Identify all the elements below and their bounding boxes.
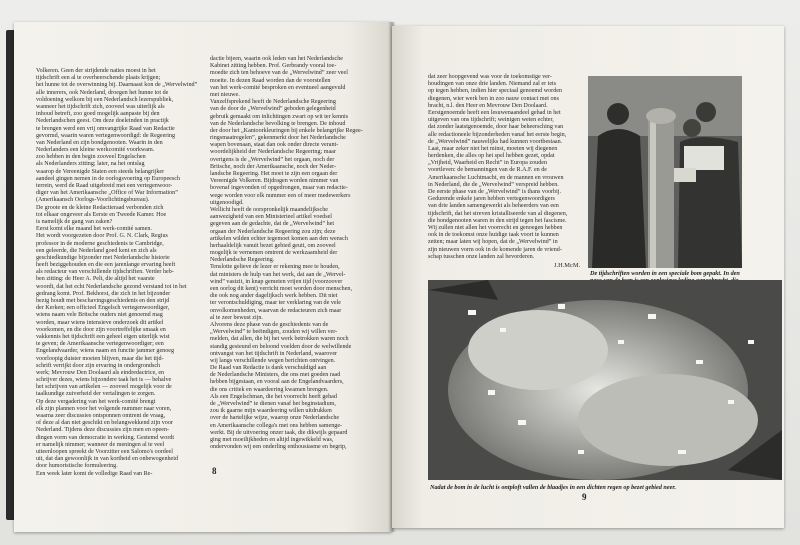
left-col1-line: Nederlandschen geest. Om deze doeleinden in practijk	[36, 118, 169, 125]
left-col1-line: Op deze vergadering van het werk-comité brengt	[36, 398, 156, 405]
photo-caption-top: De tijdschriften worden in een speciale bom gepakt. In den	[590, 270, 740, 277]
left-col2-line: mogelijk te vernemen omtrent de werkzaamheid der	[210, 250, 338, 257]
left-col2-line: Als een Engelschman, die het voorrecht heeft gehad	[210, 393, 337, 400]
left-col2-line: artikelen wilden echter tegemoet komen aan den wensch	[210, 235, 348, 242]
left-col2-line: wege worden voor elk nummer een of meer medewerkers	[210, 192, 351, 199]
left-col2-line: Britsche, noch der Amerikaansche, noch der Neder-	[210, 163, 337, 170]
left-col1-line: Nederlanders een kleine werkcomité voorkwam.	[36, 147, 155, 154]
right-col1-line: Eerstgenoemde heeft een lesuwenaandeel gehad in het	[428, 109, 561, 116]
left-page-number: 8	[212, 466, 217, 476]
right-col1-line: Amerikaansche Luchtmacht, en de mannen en vrouwen	[428, 174, 564, 181]
left-col2-line: herhaaldelijk vanuit bezet gebied geuit, om zooveel	[210, 242, 336, 249]
right-col1-line: zetten; maar laten wij hopen, dat de „Wervelwind” in	[428, 239, 558, 246]
right-col1-line: „Vrijheid, Waarheid en Recht” in Europa zouden	[428, 160, 547, 167]
left-col1-line: dingen vorm van democratie in werking. Gestemd wordt	[36, 434, 175, 441]
left-col2-line: Nederlandsche Regeering.	[210, 257, 275, 264]
left-col2-line: orgaan der Nederlandsche Regeering zou zijn; deze	[210, 228, 336, 235]
author-signature: J.H.McM.	[554, 262, 581, 269]
left-col2-line: Wellicht heeft de oorspronkelijk maandelijksche	[210, 206, 328, 213]
left-col1-line: schrift verrijkt door zijn ervaring in ondergrondsch	[36, 362, 161, 369]
left-col1-line: wanneer het tijdschrift zich, zooveel was uiterlijk als	[36, 103, 165, 110]
left-col1-line: als redacteur van verschillende tijdschriften. Verder heb-	[36, 269, 174, 276]
left-col1-line: voldoening welkom bij een Nederlandsch lezerspubliek,	[36, 96, 174, 103]
right-col1-line: uitgeven van ons tijdschrift; weinigen weten echter,	[428, 117, 554, 124]
right-col1-line: in Nederland, die de „Wervelwind” verspreid hebben.	[428, 181, 559, 188]
right-col1-line: op tegen hebben, indien hier speciaal genoemd worden	[428, 88, 563, 95]
left-col1-line: heeft beziggehouden en die een jarenlange ervaring heeft	[36, 262, 176, 269]
left-col1-line: Eerst komt elke maand het werk-comité samen.	[36, 226, 152, 233]
left-col2-line: van de Nederlandsche bevolking te brengen. De inhoud	[210, 120, 346, 127]
right-col1-line: van drie landen samengewerkt als beheerders van een	[428, 203, 559, 210]
left-col1-line: door humoristische formuleering.	[36, 463, 118, 470]
left-col2-line: van de door de „Wervelwind” geboden gelegenheid	[210, 106, 336, 113]
left-col2-line: Vanzelfsprekend heeft de Nederlandsche Regeering	[210, 99, 336, 106]
right-col1-line: diegenen, wier werk ben in zoo nauw contact met ons	[428, 95, 559, 102]
left-col1-line: inhoud betreft, zoo goed mogelijk aanpaste bij den	[36, 111, 160, 118]
right-col1-line: de „Wervelwind” nauwelijks had kunnen voortbestaan.	[428, 138, 563, 145]
left-col1-line: Het wordt voorgezeten door Prof. G. N. Clark, Regius	[36, 233, 168, 240]
left-col2-line: dat ministers de hulp van het werk, dat aan de „Wervel-	[210, 271, 346, 278]
left-col2-line: wij langs verschillende wegen berichten ontvingen.	[210, 357, 336, 364]
left-col2-line: bovenaf ingevonden of opgedrongen, maar van redactie-	[210, 185, 348, 192]
left-col1-line: als Nederlanders zitting; later, na het ontslag	[36, 161, 145, 168]
left-col2-line: al te zeer bewust zijn.	[210, 314, 263, 321]
left-page	[14, 22, 392, 532]
left-col1-line: of deze al dan niet geschikt en belangwekkend zijn voor	[36, 420, 173, 427]
right-col1-line: De eerste phase van de „Wervelwind” is thans voorbij.	[428, 189, 562, 195]
left-col2-line: aanwezigheid van een Ministerieel artikel voedsel	[210, 214, 332, 221]
left-col2-line: met nieuwe.	[210, 91, 240, 98]
left-col2-line: de Nederlandsche Ministers, die ons met goeden raad	[210, 372, 341, 379]
left-page-column-2	[210, 56, 376, 451]
left-col2-line: ging met moeilijkheden en altijd ingewikkeld was,	[210, 436, 334, 443]
left-col2-line: de „Wervelwind” te dienen vanaf het beginstadium,	[210, 401, 336, 407]
left-col1-line: voorloopig duister moeten blijven, maar die het tijd-	[36, 355, 164, 362]
left-col2-line: woordelijkheid der Nederlandsche Regeering; maar	[210, 149, 336, 156]
left-col2-line: hebben bijgestaan, en vooral aan de Engelandvaarders,	[210, 379, 344, 386]
left-col1-line: aandeel gingen nemen in de oorlogsvoering op Europeesch	[36, 175, 181, 182]
left-col1-line: Volkeren. Geen der strijdende naties moest in het	[36, 68, 156, 74]
left-col2-line: moedte zich ten behoeve van de „Wervelwind” zeer veel	[210, 70, 348, 77]
left-col1-line: schrijver dezes, wiens bijzondere taak het is — behalve	[36, 377, 172, 384]
right-page-number: 9	[582, 492, 587, 502]
left-col1-line: een geleerde, die Nederland goed kent en zich als	[36, 247, 157, 254]
left-col1-line: waarop de Vereenigde Staten een steeds belangrijker	[36, 168, 165, 175]
left-col1-line: gevormd, waarin waren vertegenwoordigd: de Regeering	[36, 132, 176, 139]
left-col1-line: vakkennis het tijdschrift een geheel eigen uiterlijk wist	[36, 333, 170, 340]
left-col1-line: van Nederland en zijn bondgenooten. Waarin in den	[36, 139, 163, 146]
right-col1-line: ook in de toekomst onze huidige taak voort te kunnen	[428, 232, 559, 239]
right-col1-line: die bondgenooten waren in den strijd tegen het fascisme.	[428, 217, 567, 224]
left-col1-line: ben zitting: de Heer A. Pelt, die altijd het vaarste	[36, 276, 155, 283]
left-col1-line: der Kerken; een officieel Engelsch vertegenwoordiger,	[36, 305, 170, 312]
photo-men-with-bomb	[588, 76, 742, 268]
left-col2-line: wind” vastzit, in knap gemeten vrijen tijd (voorzoover	[210, 278, 343, 285]
left-col2-line: gebruik gemaakt om inlichtingen zwart op wit ter kennis	[210, 113, 349, 120]
left-col1-line: taalkundige zuiverheid der vertalingen te zorgen.	[36, 391, 156, 398]
right-col1-line: herdenken, die alles op het spel hebben gezet, opdat	[428, 153, 555, 160]
left-col2-line: landsche Regeering. Het moet te zijn een orgaan der	[210, 171, 338, 177]
left-col1-line: werk; Mevrouw Den Doolaard als eindredactrice, en	[36, 369, 165, 376]
left-col1-line: uit, dat dan gewoonlijk in van kortheid en onbewogenheid	[36, 456, 178, 463]
left-col2-line: Alvorens deze phase van de geschiedenis van de	[210, 321, 329, 328]
right-page	[392, 26, 784, 528]
left-col1-line: uiteenloopen spreekt de Voorzitter een Salomo's oordeel	[36, 448, 173, 455]
left-col2-line: wapen bovenaan, staat dan ook onder directe verant-	[210, 142, 339, 149]
right-col1-line: zijn nieuwen vorm ook in de komende jaren de vriend-	[428, 246, 562, 253]
left-col1-line: alle innerers, ook Nederland, droegen het hunne tot de	[36, 89, 169, 96]
left-col1-line: waarna zeer discussies ontsponnen omtrent de vraag,	[36, 413, 166, 419]
right-col1-line: dat zeer hoopgevend was voor de toekomstige ver-	[428, 74, 552, 80]
left-col1-line: (Amerikaansch Oorlogs-Voorlichtingsbureau).	[36, 197, 150, 204]
left-col1-line: te brengen werd een vrij omvangrijke Raad van Redactie	[36, 125, 175, 132]
left-col1-line: bezig houdt met beschavingsgeschiedenis en den strijd	[36, 298, 170, 304]
left-col1-line: voorkomen, en die door zijn voortreffelijke smaak en	[36, 326, 166, 333]
right-col1-line: Wij zullen niet allen het voorrecht en genoegen hebben	[428, 224, 563, 231]
left-col2-line: dactie bijeen, waarin ook leden van het Nederlandsche	[210, 56, 343, 62]
left-col1-line: diger van het Amerikaansche „Office of War Information”	[36, 190, 178, 197]
left-col1-line: Engelandvaarder, wiens naam en functie jammer genoeg	[36, 348, 174, 355]
left-col1-line: tijdschrift een al te overheerschende plaats krijgen;	[36, 75, 161, 82]
left-col2-line: ter verontschuldiging, maar ter verklaring van de vele	[210, 300, 341, 307]
left-col1-line: is namelijk de gang van zaken?	[36, 218, 113, 225]
left-col1-line: professor in de moderne geschiedenis te Cambridge,	[36, 240, 164, 247]
right-col1-line: bracht, n.l. den Heer en Mevrouw Den Doolaard.	[428, 102, 548, 109]
right-page-column-1	[428, 74, 580, 261]
left-col1-line: te geven; de Amerikaansche vertegenwoordiger; een	[36, 341, 164, 348]
left-col2-line: gegeven aan de gedachte, dat de „Wervelwind” het	[210, 221, 335, 228]
left-col2-line: en Amerikaansche collega's met ons hebben samenge-	[210, 422, 343, 429]
left-col1-line: Een week later komt de volledige Raad van Re-	[36, 470, 153, 477]
left-col2-line: moeite. In dezen Raad worden dan de voorstellen	[210, 77, 331, 84]
left-col1-line: woordt, dat het echt Nederlandsche gezond verstand tot in het	[36, 283, 187, 290]
left-col2-line: van het werk-comité besproken en eventueel aangevuld	[210, 84, 346, 91]
right-col1-line: alle redactioneele bijzonderheden vanaf het eerste begin,	[428, 131, 567, 138]
left-col1-line: het schrijven van artikelen — zooveel mogelijk voor de	[36, 384, 172, 391]
left-page-column-1	[36, 68, 201, 478]
left-col2-line: die ons critiek en waardeering kwamen brengen.	[210, 386, 329, 393]
right-col1-line: houdingen van onze drie landen. Niemand zal er iets	[428, 81, 557, 88]
left-col2-line: Vereenigde Volkeren. Bijdragen worden nimmer van	[210, 178, 339, 185]
left-col2-line: zou ik gaarne mijn waardeering willen uitdrukken	[210, 408, 332, 415]
left-col2-line: onvolkomenheden, waarvan de redacteuren zich maar	[210, 307, 342, 314]
left-col2-line: over de hartelijke wijze, waarop onze Nederlandsche	[210, 415, 340, 422]
left-col1-line: er namelijk nimmer; wanneer de meningen al te veel	[36, 441, 165, 448]
left-col2-line: uitgenoodigd.	[210, 199, 244, 206]
left-col1-line: Nederland. Tijdens deze discussies zijn men en opeen-	[36, 427, 170, 434]
left-col1-line: terrein, werd de Raad uitgebreid met een vertegenwoor-	[36, 183, 173, 189]
left-col2-line: die ook nog ander dagelijksch werk hebben. Dit niet	[210, 293, 338, 300]
right-col1-line: tijdschrift, dat het streven kristalliseerde van al diegenen,	[428, 210, 568, 217]
left-col2-line: ontvangst van het tijdschrift in Nederland, waarover	[210, 350, 338, 357]
left-col2-line: Kabinet zitting hebben. Prof. Gerbrandy vooral toe-	[210, 63, 337, 70]
right-col1-line: voortleven: de bemanningen van de R.A.F. en de	[428, 167, 547, 174]
left-col2-line: „Wervelwind” te beëindigen, zouden wij willen ver-	[210, 329, 338, 336]
right-col1-line: Laat, maar zeker niet het minst, moeten wij diegenen	[428, 145, 558, 152]
left-col1-line: gedrang komt. Prof. Bekhorst, die zich in het bijzonder	[36, 290, 171, 297]
left-col2-line: ringsmaatregelen”, gekenmerkt door het Nederlandsche	[210, 135, 346, 142]
left-col1-line: het hunne tot de overwinning bij. Daarnaast kon de „Wervelwind”	[36, 82, 198, 89]
right-col1-line: Gedurende enkele jaren hebben vertegenwoordigers	[428, 196, 555, 203]
photo-caption-bottom: Nadat de bom in de lucht is ontploft vallen de blaadjes in een dichten regen op bezet gebied neer.	[430, 484, 676, 491]
left-col2-line: een oorlog dit kent) verricht moet worden door menschen,	[210, 286, 352, 292]
left-col2-line: standig gesteund en beloond voelden door de welwillende	[210, 343, 352, 350]
left-col2-line: melden, dat allen, die bij het werk betrokken waren noch	[210, 336, 349, 343]
right-col1-line: dat zonder laatstgenoemde, door haar beheersching van	[428, 124, 564, 131]
left-col2-line: ondervonden wij een onderling enthousiasme en begrip,	[210, 444, 347, 451]
left-col2-line: der door het „Kantoorkleuringen bij enkele belangrijke Regee-	[210, 127, 363, 134]
left-col1-line: elk zijn plannen voor het volgende nummer naar voren,	[36, 405, 172, 412]
photo-leaflets-falling	[428, 280, 782, 480]
left-col2-line: Tenslotte gelieve de lezer er rekening mee te houden,	[210, 264, 340, 271]
left-col1-line: geschiedkundige bijzonder met Nederlandsche historie	[36, 254, 170, 261]
left-col1-line: tot elkaar ongeveer als Eerste en Tweede Kamer. Hoe	[36, 211, 167, 218]
left-col1-line: wiens naam vele Britsche ouders niet genoemd mag	[36, 312, 163, 319]
left-col2-line: werkt. Bij de uitvoering onzer taak, die dikwijls gepaard	[210, 429, 348, 436]
left-col1-line: worden, maar wiens intensieve onderzoek dit artikel	[36, 319, 164, 326]
right-col1-line: schap tusschen onze landen zal bevorderen.	[428, 253, 535, 260]
left-col2-line: overigens is de „Wervelwind” het orgaan, noch der	[210, 156, 335, 163]
left-col1-line: De groote en de kleine Redactieraad verbonden zich	[36, 204, 164, 211]
left-col1-line: zoo hebben in den begin zooveel Engelschen	[36, 154, 146, 161]
left-col2-line: De Raad van Redactie is dank verschuldigd aan	[210, 365, 327, 372]
